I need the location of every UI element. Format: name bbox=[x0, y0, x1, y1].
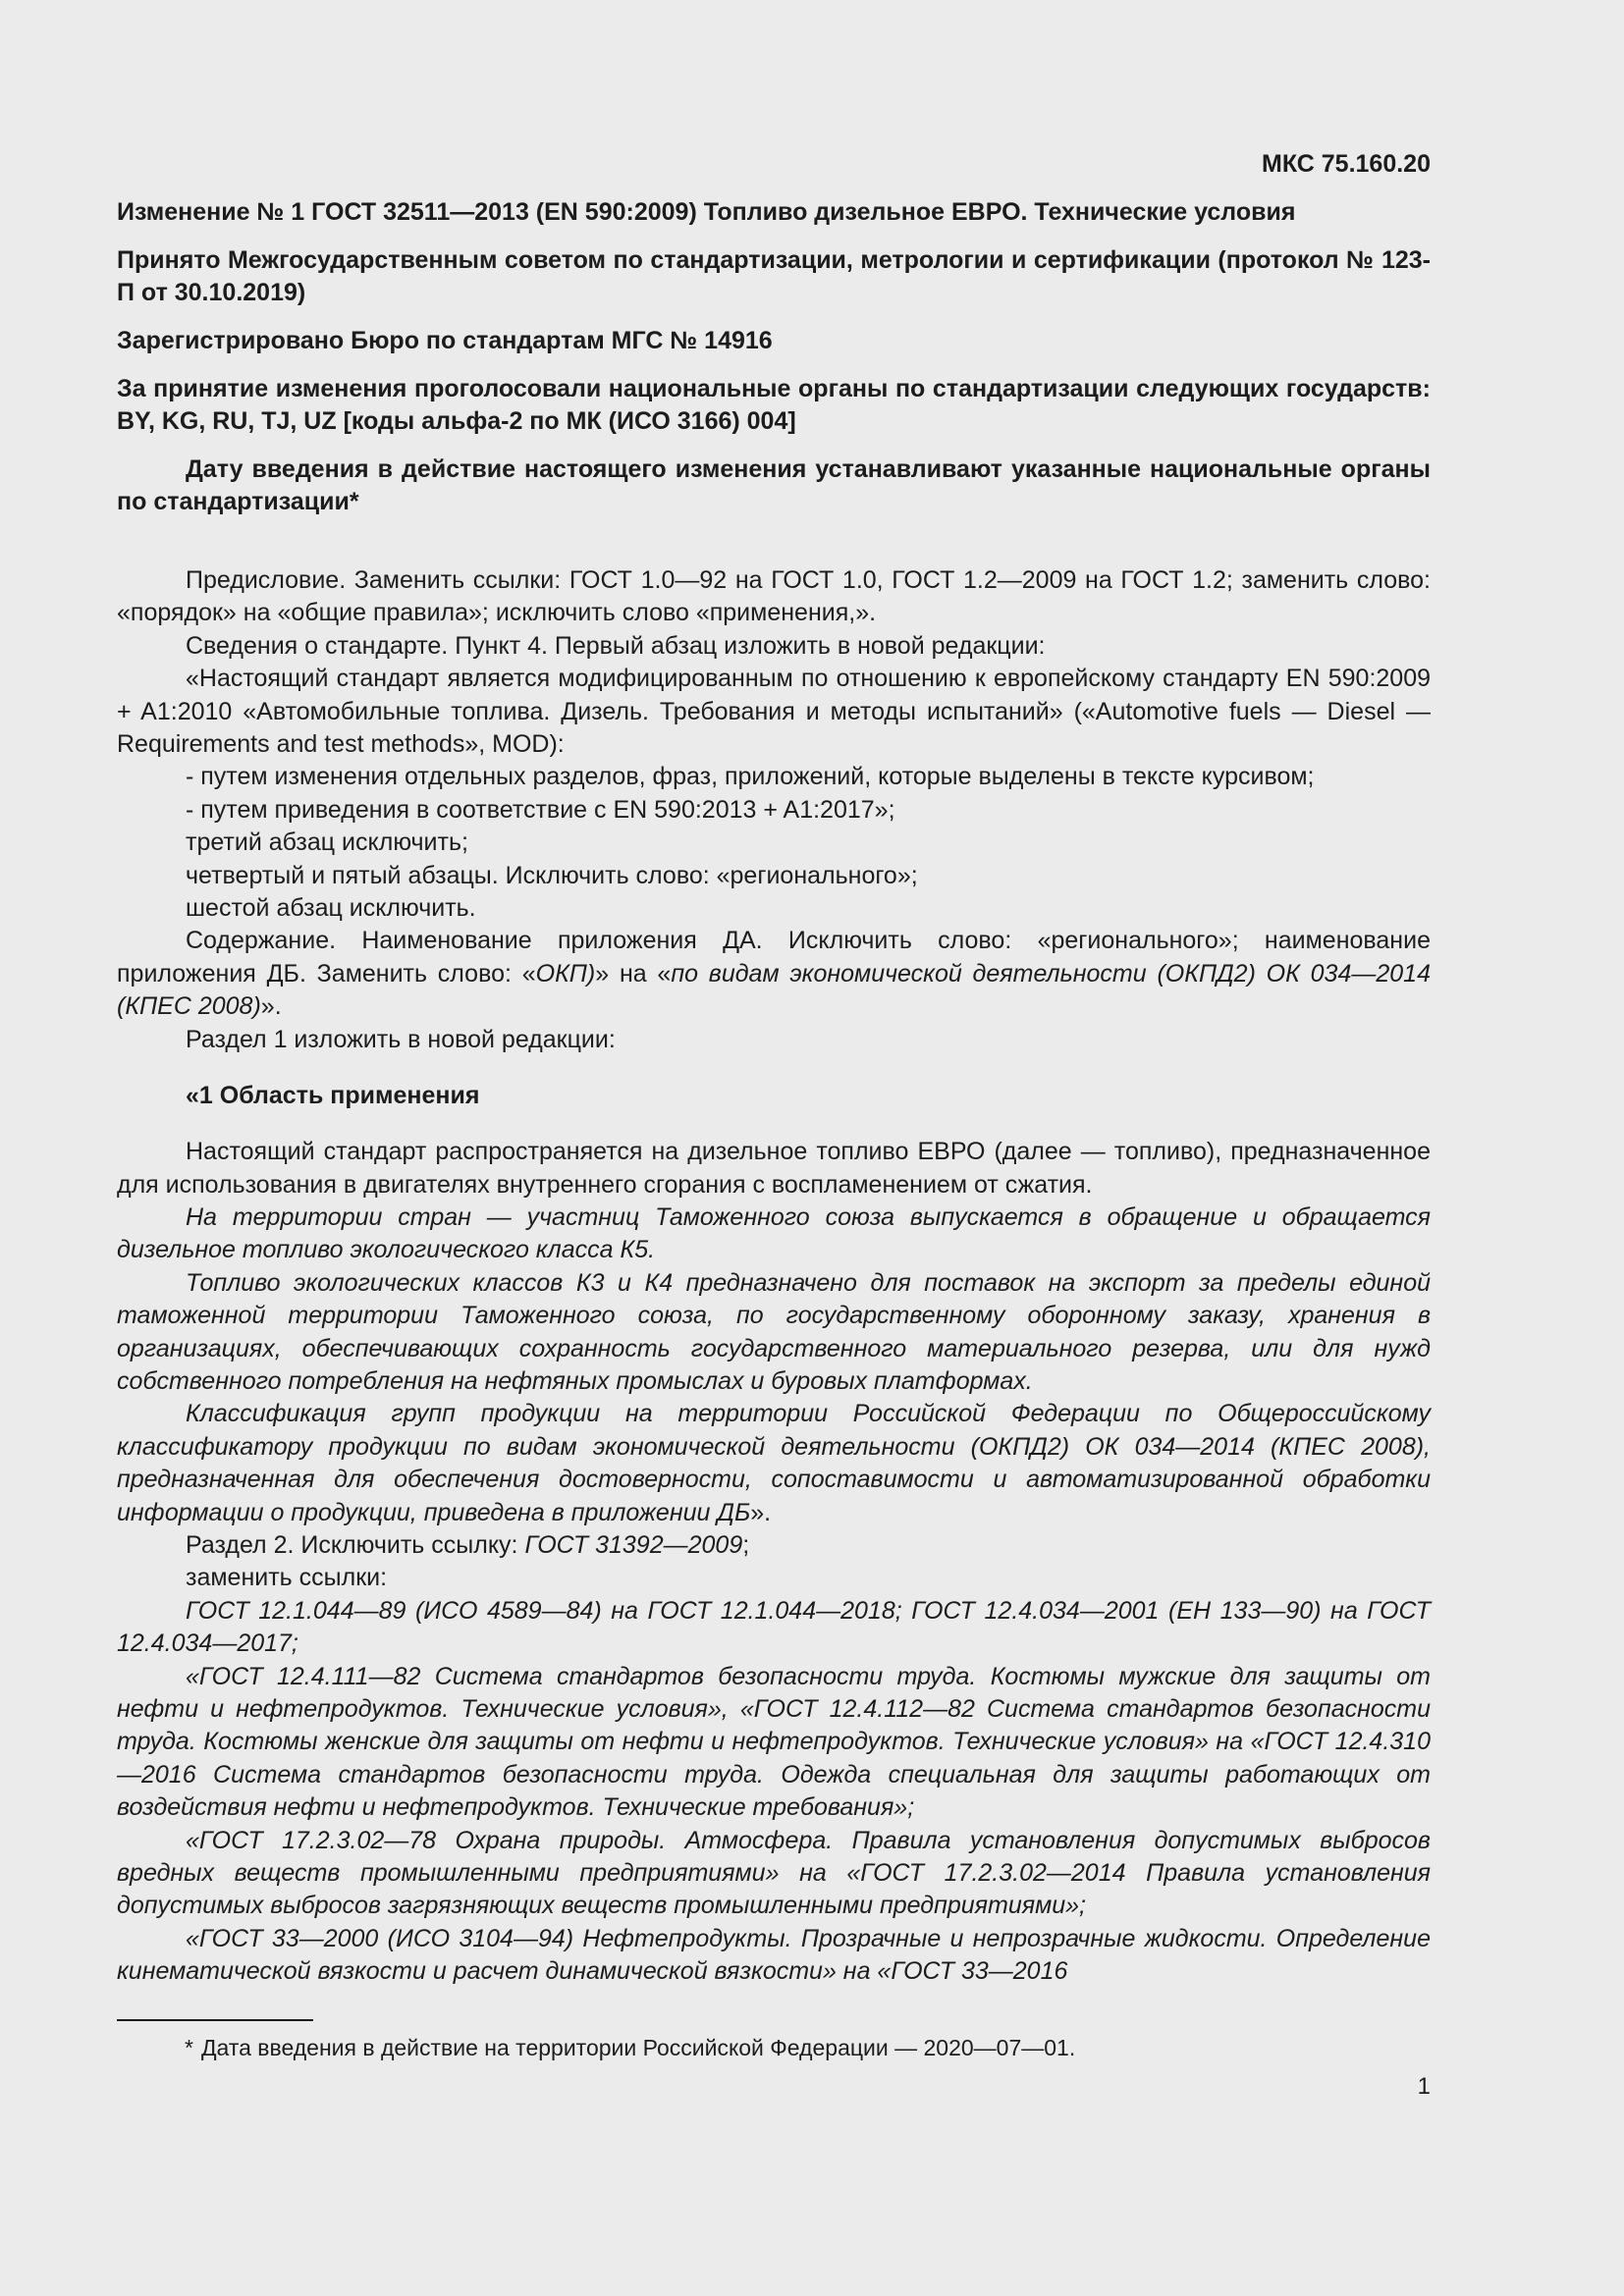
footnote-text: Дата введения в действие на территории Российской Федерации — 2020—07—01. bbox=[200, 2035, 1076, 2060]
accepted-by: Принято Межгосударственным советом по стандартизации, метрологии и сертификации (протокол № 123-П от 30.10.2019) bbox=[117, 246, 1431, 306]
paragraph-ref-gost-12: ГОСТ 12.1.044—89 (ИСО 4589—84) на ГОСТ 12.1.044—2018; ГОСТ 12.4.034—2001 (ЕН 133—90) на ГОСТ 12.4.034—2017; bbox=[117, 1596, 1431, 1658]
paragraph-standard-info: Сведения о стандарте. Пункт 4. Первый абзац изложить в новой редакции: bbox=[186, 631, 1046, 660]
paragraph-foreword: Предисловие. Заменить ссылки: ГОСТ 1.0—92 на ГОСТ 1.0, ГОСТ 1.2—2009 на ГОСТ 1.2; заменить слово: «порядок» на «общие правила»; исключить слово «применения,». bbox=[117, 566, 1431, 627]
paragraph-ref-gost-33: «ГОСТ 33—2000 (ИСО 3104—94) Нефтепродукты. Прозрачные и непрозрачные жидкости. Определение кинематической вязкости и расчет динамической вязкости» на «ГОСТ 33—2016 bbox=[117, 1924, 1431, 1986]
document-body bbox=[117, 564, 1431, 1989]
paragraph-third: третий абзац исключить; bbox=[186, 828, 468, 857]
paragraph-section-2: Раздел 2. Исключить ссылку: ГОСТ 31392—2009; bbox=[186, 1530, 750, 1559]
effective-date-note: Дату введения в действие настоящего изменения устанавливают указанные национальные органы по стандартизации* bbox=[117, 455, 1431, 515]
paragraph-section-1: Раздел 1 изложить в новой редакции: bbox=[186, 1025, 616, 1053]
mks-code: МКС 75.160.20 bbox=[1262, 150, 1431, 178]
paragraph-contents: Содержание. Наименование приложения ДА. Исключить слово: «регионального»; наименование приложения ДБ. Заменить слово: «ОКП)» на «по видам экономической деятельности (ОКПД2) ОК 034—2014 (КПЕС 2008)». bbox=[117, 927, 1431, 1021]
list-item: - путем приведения в соответствие с EN 590:2013 + A1:2017»; bbox=[186, 795, 895, 824]
amendment-title: Изменение № 1 ГОСТ 32511—2013 (EN 590:2009) Топливо дизельное ЕВРО. Технические условия bbox=[117, 198, 1296, 226]
paragraph-replace-refs: заменить ссылки: bbox=[186, 1564, 388, 1592]
paragraph-eco-classes: Топливо экологических классов К3 и К4 предназначено для поставок на экспорт за пределы единой таможенной территории Таможенного союза, по государственному оборонному заказу, хранения в организациях, обеспечивающих сохранность государственного материального резерва, или для нужд собственного потребления на нефтяных промыслах и буровых платформах. bbox=[117, 1268, 1431, 1395]
footnote-mark: * bbox=[185, 2035, 193, 2060]
section-heading: «1 Область применения bbox=[186, 1082, 480, 1110]
footnote bbox=[185, 2032, 1363, 2063]
paragraph-modified-standard: «Настоящий стандарт является модифицированным по отношению к европейскому стандарту EN 590:2009 + A1:2010 «Автомобильные топлива. Дизель. Требования и методы испытаний» («Automotive fuels — Diesel — Requirements and test methods», MOD): bbox=[117, 665, 1431, 759]
paragraph-ref-gost-17: «ГОСТ 17.2.3.02—78 Охрана природы. Атмосфера. Правила установления допустимых выбросов вредных веществ промышленными предприятиями» на «ГОСТ 17.2.3.02—2014 Правила установления допустимых выбросов загрязняющих веществ промышленными предприятиями»; bbox=[117, 1826, 1431, 1920]
voting-states: За принятие изменения проголосовали национальные органы по стандартизации следующих государств: BY, KG, RU, TJ, UZ [коды альфа-2 по МК (ИСО 3166) 004] bbox=[117, 375, 1431, 435]
paragraph-scope: Настоящий стандарт распространяется на дизельное топливо ЕВРО (далее — топливо), предназначенное для использования в двигателях внутреннего сгорания с воспламенением от сжатия. bbox=[117, 1138, 1431, 1199]
registered-by: Зарегистрировано Бюро по стандартам МГС № 14916 bbox=[117, 327, 773, 354]
paragraph-classification: Классификация групп продукции на территории Российской Федерации по Общероссийскому классификатору продукции по видам экономической деятельности (ОКПД2) ОК 034—2014 (КПЕС 2008), предназначенная для обеспечения достоверности, сопоставимости и автоматизированной обработки информации о продукции, приведена в приложении ДБ». bbox=[117, 1400, 1431, 1526]
page-content bbox=[117, 147, 1431, 1989]
page-number: 1 bbox=[1417, 2073, 1431, 2100]
paragraph-ref-gost-12-4-111: «ГОСТ 12.4.111—82 Система стандартов безопасности труда. Костюмы мужские для защиты от нефти и нефтепродуктов. Технические условия», «ГОСТ 12.4.112—82 Система стандартов безопасности труда. Костюмы женские для защиты от нефти и нефтепродуктов. Технические условия» на «ГОСТ 12.4.310—2016 Система стандартов безопасности труда. Одежда специальная для защиты работающих от воздействия нефти и нефтепродуктов. Технические требования»; bbox=[117, 1662, 1431, 1822]
paragraph-sixth: шестой абзац исключить. bbox=[186, 894, 476, 923]
paragraph-customs-union: На территории стран — участниц Таможенного союза выпускается в обращение и обращается дизельное топливо экологического класса К5. bbox=[117, 1202, 1431, 1264]
footnote-divider bbox=[117, 2019, 313, 2021]
list-item: - путем изменения отдельных разделов, фраз, приложений, которые выделены в тексте курсивом; bbox=[186, 763, 1315, 791]
paragraph-fourth-fifth: четвертый и пятый абзацы. Исключить слово: «регионального»; bbox=[186, 861, 918, 889]
